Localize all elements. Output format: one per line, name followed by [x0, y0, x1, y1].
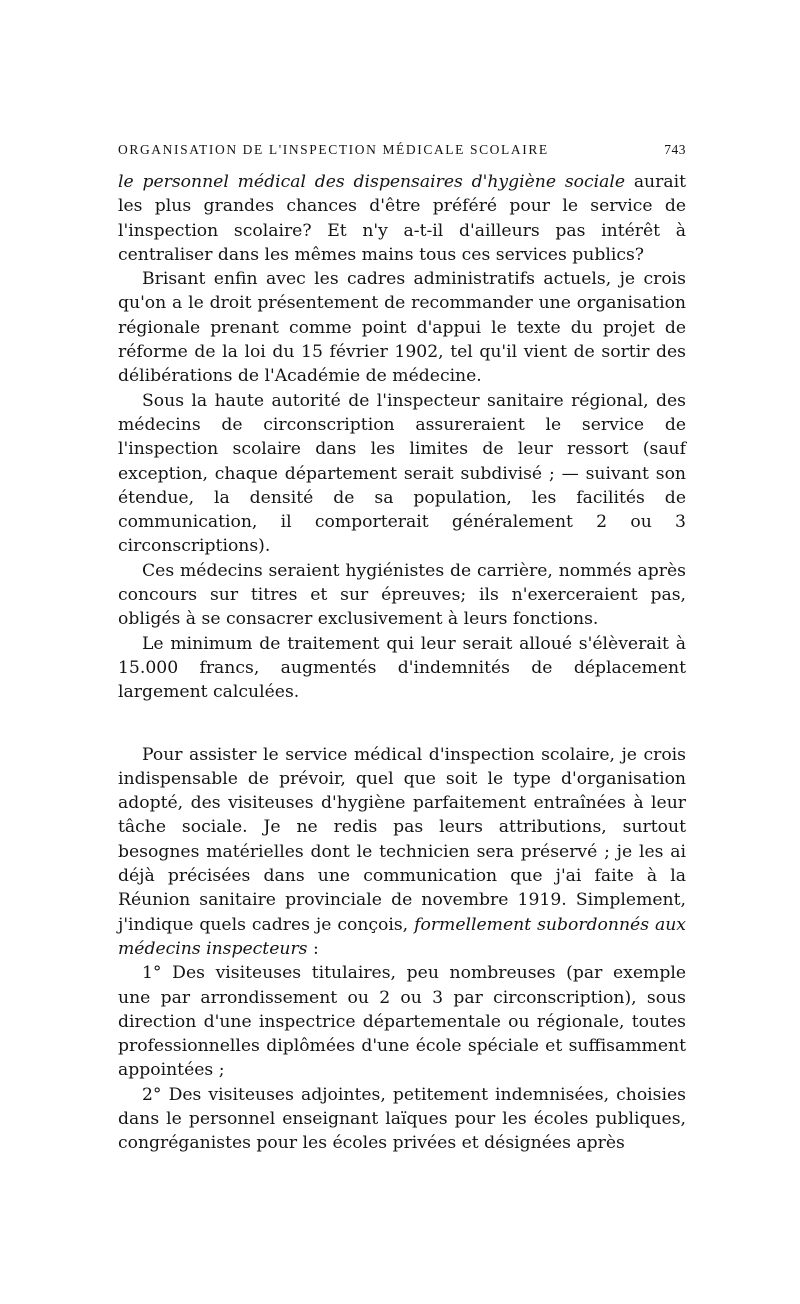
- paragraph-3: Sous la haute autorité de l'inspecteur sanitaire régional, des médecins de circonscription assureraient le service de l'inspection scolaire dans les limites de leur ressort (sauf exception, chaque département serait subdivisé ; — suivant son étendue, la densité de sa population, les facilités de communication, il comporterait généralement 2 ou 3 circonscriptions).: [118, 390, 686, 557]
- section-gap: [118, 705, 686, 743]
- paragraph-2: Brisant enfin avec les cadres administratifs actuels, je crois qu'on a le droit présentement de recommander une organisation régionale prenant comme point d'appui le texte du projet de réforme de la loi du 15 février 1902, tel qu'il vient de sortir des délibérations de l'Académie de médecine.: [118, 269, 686, 387]
- paragraph-6: [118, 743, 686, 962]
- paragraph-1: [118, 170, 686, 267]
- italic-phrase: le personnel médical des dispensaires d'hygiène sociale: [118, 172, 626, 192]
- list-item-2: 2° Des visiteuses adjointes, petitement indemnisées, choisies dans le personnel enseignant laïques pour les écoles publiques, congréganistes pour les écoles privées et désignées après: [118, 1084, 686, 1154]
- list-item-1: 1° Des visiteuses titulaires, peu nombreuses (par exemple une par arrondissement ou 2 ou 3 par circonscription), sous direction d'une inspectrice départementale ou régionale, toutes professionnelles diplômées d'une école spéciale et suffisamment appointées ;: [118, 963, 686, 1081]
- paragraph-6-end: :: [307, 938, 319, 959]
- running-head: [118, 142, 686, 158]
- italic-phrase-subordination: formellement subordonnés aux médecins inspecteurs: [118, 914, 686, 959]
- paragraph-6-text: Pour assister le service médical d'inspection scolaire, je crois indispensable de prévoir, quel que soit le type d'organisation adopté, des visiteuses d'hygiène parfaitement entraînées à leur tâche sociale. Je ne redis pas leurs attributions, surtout besognes matérielles dont le technicien sera préservé ; je les ai déjà précisées dans une communication que j'ai faite à la Réunion sanitaire provinciale de novembre 1919. Simplement, j'indique quels cadres je conçois,: [118, 744, 686, 935]
- running-title: ORGANISATION DE L'INSPECTION MÉDICALE SCOLAIRE: [118, 142, 549, 157]
- book-page: [118, 142, 686, 1156]
- body-text: [118, 170, 686, 1156]
- paragraph-4: Ces médecins seraient hygiénistes de carrière, nommés après concours sur titres et sur épreuves; ils n'exerceraient pas, obligés à se consacrer exclusivement à leurs fonctions.: [118, 560, 686, 630]
- page-number: 743: [664, 142, 686, 157]
- paragraph-1-text: aurait les plus grandes chances d'être préféré pour le service de l'inspection scolaire? Et n'y a-t-il d'ailleurs pas intérêt à centraliser dans les mêmes mains tous ces services publics?: [118, 172, 686, 265]
- paragraph-5: Le minimum de traitement qui leur serait alloué s'élèverait à 15.000 francs, augmentés d'indemnités de déplacement largement calculées.: [118, 633, 686, 703]
